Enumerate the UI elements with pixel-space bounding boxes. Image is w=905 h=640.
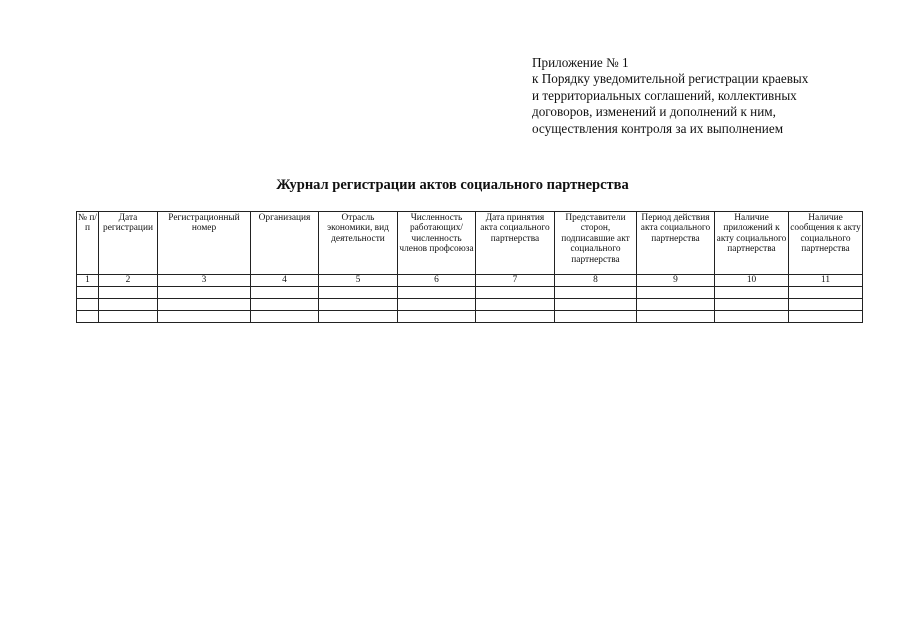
empty-cell (476, 299, 555, 311)
empty-cell (158, 299, 251, 311)
empty-cell (555, 311, 637, 323)
header-cell: Наличие приложений к акту социального партнерства (715, 212, 789, 275)
empty-cell (158, 311, 251, 323)
column-number: 1 (77, 275, 99, 287)
empty-cell (637, 287, 715, 299)
empty-cell (715, 311, 789, 323)
header-cell: Отрасль экономики, вид деятельности (319, 212, 398, 275)
column-number: 11 (789, 275, 863, 287)
empty-cell (715, 287, 789, 299)
empty-cell (251, 287, 319, 299)
empty-cell (319, 299, 398, 311)
column-number-row (77, 275, 863, 287)
empty-cell (715, 299, 789, 311)
empty-cell (555, 299, 637, 311)
empty-cell (319, 287, 398, 299)
column-number: 2 (99, 275, 158, 287)
column-number: 4 (251, 275, 319, 287)
registration-journal-table (76, 211, 863, 323)
header-row (77, 212, 863, 275)
empty-cell (398, 287, 476, 299)
header-cell: Организация (251, 212, 319, 275)
header-cell: Численность работающих/ численность членов профсоюза (398, 212, 476, 275)
empty-row (77, 311, 863, 323)
header-cell: Период действия акта социального партнерства (637, 212, 715, 275)
empty-cell (476, 311, 555, 323)
header-cell: Представители сторон, подписавшие акт социального партнерства (555, 212, 637, 275)
empty-cell (158, 287, 251, 299)
document-title: Журнал регистрации актов социального партнерства (276, 177, 629, 193)
empty-cell (77, 287, 99, 299)
empty-cell (251, 311, 319, 323)
appendix-line: и территориальных соглашений, коллективных (532, 87, 797, 103)
empty-row (77, 287, 863, 299)
column-number: 5 (319, 275, 398, 287)
empty-cell (476, 287, 555, 299)
empty-cell (555, 287, 637, 299)
empty-cell (398, 299, 476, 311)
column-number: 10 (715, 275, 789, 287)
empty-row (77, 299, 863, 311)
empty-cell (637, 299, 715, 311)
header-cell: Дата регистрации (99, 212, 158, 275)
empty-cell (77, 299, 99, 311)
column-number: 7 (476, 275, 555, 287)
column-number: 8 (555, 275, 637, 287)
appendix-note (532, 55, 882, 137)
appendix-line: к Порядку уведомительной регистрации краевых (532, 71, 809, 87)
empty-cell (99, 287, 158, 299)
empty-cell (789, 311, 863, 323)
column-number: 9 (637, 275, 715, 287)
column-number: 3 (158, 275, 251, 287)
empty-cell (251, 299, 319, 311)
header-cell: № п/п (77, 212, 99, 275)
empty-cell (77, 311, 99, 323)
appendix-line: Приложение № 1 (532, 55, 629, 70)
empty-cell (637, 311, 715, 323)
column-number: 6 (398, 275, 476, 287)
empty-cell (319, 311, 398, 323)
empty-cell (398, 311, 476, 323)
empty-cell (789, 287, 863, 299)
header-cell: Регистрационный номер (158, 212, 251, 275)
empty-cell (99, 299, 158, 311)
appendix-line: договоров, изменений и дополнений к ним, (532, 104, 776, 120)
empty-cell (99, 311, 158, 323)
header-cell: Дата принятия акта социального партнерства (476, 212, 555, 275)
empty-cell (789, 299, 863, 311)
appendix-line: осуществления контроля за их выполнением (532, 120, 784, 136)
header-cell: Наличие сообщения к акту социального партнерства (789, 212, 863, 275)
